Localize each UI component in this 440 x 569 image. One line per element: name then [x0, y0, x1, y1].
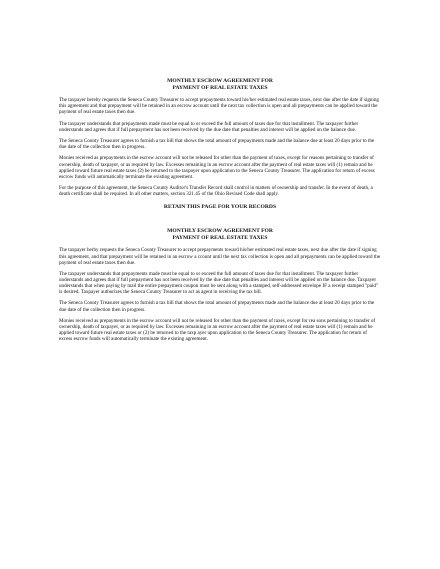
retain-notice: RETAIN THIS PAGE FOR YOUR RECORDS [163, 204, 277, 211]
section-1-paragraph-5: For the purpose of this agreement, the Seneca County Auditor's Transfer Record shall control in matters of ownership and transfer. In the event of death, a death certificate shall be required. In all other matters, section 321.45 of the Ohio Revised Code shall apply. [59, 184, 373, 198]
section-2-paragraph-3: The Seneca County Treasurer agrees to furnish a tax bill that shows the total amount of prepayments made and the balance due at least 20 days prior to the due date of the collection then in progress. [59, 300, 375, 313]
section-1-title-line-1: MONTHLY ESCROW AGREEMENT FOR [167, 78, 273, 84]
section-1-heading [59, 78, 381, 91]
section-2-title-line-1: MONTHLY ESCROW AGREEMENT FOR [167, 228, 273, 235]
section-2-title-line-2: PAYMENT OF REAL ESTATE TAXES [172, 234, 268, 241]
section-2-paragraph-2: The taxpayer understands that prepayments made must be equal to or exceed the full amount of taxes due for that installment. The taxpayer further understands and agrees that if full prepayment has not been received by the due date that penalties and interest will be applied on the balance due. Taxpayer understands that when paying by mail the entire prepayment coupon must be sent along with a stamped, self-addressed envelope IF a receipt stamped "paid" is desired. Taxpayer authorizes the Seneca County Treasurer to act as agent in receiving the tax bill. [59, 270, 379, 296]
section-2-paragraph-4: Monies received as prepayments in the escrow account will not be released for other than the payment of taxes, except for rea sons pertaining to transfer of ownership, death of taxpayer, or as required by law. Excesses remaining in an escrow account after the payment of real estate taxes will (1) remain and be applied toward future real estate taxes or (2) be returned to the taxp ayer upon application to the Seneca County Treasurer. The application for return of excess escrow funds will automatically terminate the existing agreement. [59, 317, 376, 343]
section-1-title-line-2: PAYMENT OF REAL ESTATE TAXES [172, 84, 268, 91]
section-1-paragraph-2: The taxpayer understands that prepayments made must be equal to or exceed the full amount of taxes due for that installment. The taxpayer further understands and agrees that if full prepayment has not been received by the due date that penalties and interest will be applied on the balance due. [59, 120, 359, 133]
section-1-paragraph-4: Monies received as prepayments in the escrow account will not be released for other than the payment of taxes, except for reasons pertaining to transfer of ownership, death of taxpayer, or as required by law. Excesses remaining in an escrow account after the payment of real estate taxes will (1) remain and be applied toward future real estate taxes (2) be returned to the taxpayer upon application to the Seneca County Treasurer. The application for return of excess escrow funds will automatically terminate the existing agreement. [59, 155, 375, 180]
section-1-paragraph-1: The taxpayer hereby requests the Seneca County Treasurer to accept prepayments toward his/her estimated real estate taxes, next due after the date if signing this agreement and that prepayment will be retained in an escrow account until the next tax collection is open and all prepayments can be applied toward the payment of real estate taxes then due. [59, 97, 379, 116]
section-1-paragraph-3: The Seneca County Treasurer agrees to furnish a tax bill that shows the total amount of prepayments made and the balance due at least 20 days prior to the due date of the collection then in progress. [59, 138, 375, 151]
section-2-paragraph-1: The taxpayer herby requests the Seneca County Treasurer to accept prepayments toward his/her estimated real estate taxes, next due after the date if signing this agreement, and that prepayment will be retained in an escrow a ccount until the next tax collection is open and all prepayments can be applied toward the payment of real estate taxes then due. [59, 247, 381, 266]
section-2-heading [59, 228, 381, 241]
